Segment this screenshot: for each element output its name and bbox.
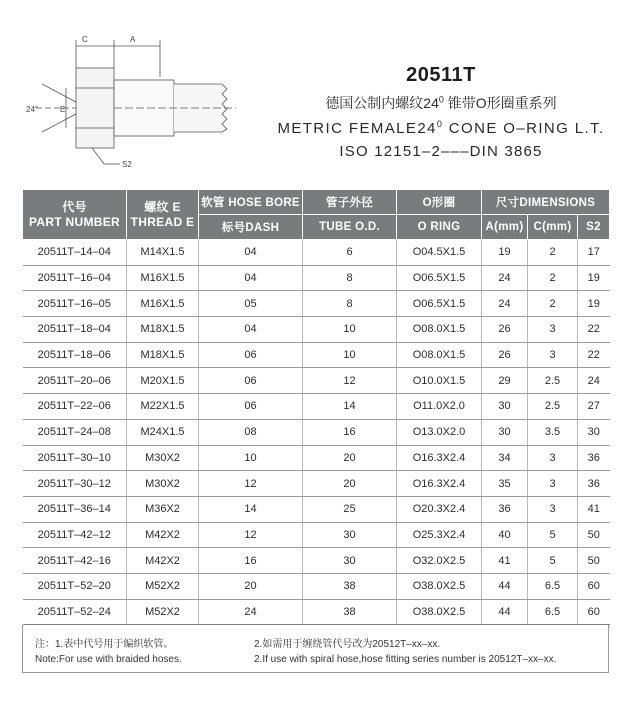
cell-s2: 60 xyxy=(578,573,610,599)
table-row xyxy=(23,419,610,445)
cell-a: 26 xyxy=(482,317,528,343)
nut-body xyxy=(76,68,114,148)
cell-oring: O16.3X2.4 xyxy=(397,471,482,497)
cell-c: 5 xyxy=(528,548,578,574)
header-thread xyxy=(127,190,199,240)
table-row xyxy=(23,394,610,420)
cell-part-number: 20511T–22–06 xyxy=(23,394,127,420)
label-a: A xyxy=(130,35,136,44)
cell-s2: 50 xyxy=(578,548,610,574)
header-part-cn: 代号 xyxy=(62,199,87,214)
table-row xyxy=(23,496,610,522)
cell-s2: 50 xyxy=(578,522,610,548)
header-part-en: PART NUMBER xyxy=(28,214,121,229)
cell-s2: 22 xyxy=(578,317,610,343)
cell-thread: M24X1.5 xyxy=(127,419,199,445)
header-thread-en: THREAD E xyxy=(130,214,195,229)
cell-oring: O32.0X2.5 xyxy=(397,548,482,574)
cell-thread: M22X1.5 xyxy=(127,394,199,420)
english-title xyxy=(260,119,622,137)
cell-thread: M30X2 xyxy=(127,445,199,471)
cell-a: 40 xyxy=(482,522,528,548)
table-row xyxy=(23,599,610,625)
header-oring-cn: O形圈 xyxy=(397,190,482,215)
header-dash: 标号DASH xyxy=(199,215,303,240)
cell-thread: M42X2 xyxy=(127,548,199,574)
table-row xyxy=(23,368,610,394)
cell-oring: O11.0X2.0 xyxy=(397,394,482,420)
header-tube-od: TUBE O.D. xyxy=(303,215,397,240)
cell-c: 3 xyxy=(528,496,578,522)
note-left-en: Note:For use with braided hoses. xyxy=(35,654,182,665)
cell-c: 5 xyxy=(528,522,578,548)
cell-a: 44 xyxy=(482,599,528,625)
note-right-cn: 2.如需用于缠绕管代号改为20512T–xx–xx. xyxy=(254,639,441,650)
cell-dash: 08 xyxy=(199,419,303,445)
cell-tube-od: 20 xyxy=(303,445,397,471)
note-right xyxy=(254,637,556,667)
model-title: 20511T xyxy=(406,64,476,86)
cell-dash: 10 xyxy=(199,445,303,471)
cell-oring: O06.5X1.5 xyxy=(397,265,482,291)
cell-oring: O04.5X1.5 xyxy=(397,240,482,266)
fitting-drawing xyxy=(22,22,252,187)
table-body xyxy=(23,240,610,625)
cell-oring: O25.3X2.4 xyxy=(397,522,482,548)
cell-dash: 06 xyxy=(199,342,303,368)
english-title-prefix: METRIC FEMALE24 xyxy=(277,120,437,137)
table-row xyxy=(23,317,610,343)
cell-part-number: 20511T–16–04 xyxy=(23,265,127,291)
cell-oring: O13.0X2.0 xyxy=(397,419,482,445)
cell-a: 26 xyxy=(482,342,528,368)
note-left-cn: 注：1.表中代号用于编织软管。 xyxy=(35,639,174,650)
cell-a: 30 xyxy=(482,394,528,420)
cell-oring: O20.3X2.4 xyxy=(397,496,482,522)
cell-dash: 04 xyxy=(199,240,303,266)
table-row xyxy=(23,471,610,497)
cell-thread: M16X1.5 xyxy=(127,291,199,317)
table-row xyxy=(23,445,610,471)
cell-s2: 19 xyxy=(578,291,610,317)
english-title-suffix: CONE O–RING L.T. xyxy=(443,120,605,137)
note-right-en: 2.If use with spiral hose,hose fitting series number is 20512T–xx–xx. xyxy=(254,654,557,665)
table-row xyxy=(23,342,610,368)
cell-a: 34 xyxy=(482,445,528,471)
cell-part-number: 20511T–18–04 xyxy=(23,317,127,343)
cell-oring: O16.3X2.4 xyxy=(397,445,482,471)
cell-thread: M52X2 xyxy=(127,599,199,625)
cell-a: 19 xyxy=(482,240,528,266)
cell-part-number: 20511T–42–16 xyxy=(23,548,127,574)
cell-dash: 05 xyxy=(199,291,303,317)
cell-oring: O08.0X1.5 xyxy=(397,342,482,368)
notes-box xyxy=(22,625,609,673)
cell-s2: 36 xyxy=(578,445,610,471)
cell-c: 2 xyxy=(528,240,578,266)
cell-tube-od: 10 xyxy=(303,342,397,368)
label-c: C xyxy=(82,35,88,44)
cell-thread: M42X2 xyxy=(127,522,199,548)
cell-tube-od: 6 xyxy=(303,240,397,266)
cell-oring: O10.0X1.5 xyxy=(397,368,482,394)
cell-s2: 22 xyxy=(578,342,610,368)
cell-s2: 36 xyxy=(578,471,610,497)
cell-dash: 24 xyxy=(199,599,303,625)
title-block xyxy=(260,64,622,160)
cell-c: 3 xyxy=(528,342,578,368)
cell-part-number: 20511T–42–12 xyxy=(23,522,127,548)
cell-part-number: 20511T–20–06 xyxy=(23,368,127,394)
cell-a: 41 xyxy=(482,548,528,574)
cell-a: 24 xyxy=(482,291,528,317)
chinese-title-suffix: 锥带O形圈重系列 xyxy=(443,95,557,111)
cell-dash: 04 xyxy=(199,317,303,343)
label-e: E xyxy=(60,105,66,114)
table-row xyxy=(23,522,610,548)
cell-part-number: 20511T–24–08 xyxy=(23,419,127,445)
cell-tube-od: 25 xyxy=(303,496,397,522)
chinese-degree: 0 xyxy=(438,94,444,105)
cell-c: 2 xyxy=(528,291,578,317)
cell-part-number: 20511T–30–10 xyxy=(23,445,127,471)
cell-part-number: 20511T–30–12 xyxy=(23,471,127,497)
cell-c: 6.5 xyxy=(528,599,578,625)
cell-c: 3 xyxy=(528,317,578,343)
cell-tube-od: 14 xyxy=(303,394,397,420)
header-c: C(mm) xyxy=(528,215,578,240)
cell-s2: 30 xyxy=(578,419,610,445)
cell-oring: O08.0X1.5 xyxy=(397,317,482,343)
cell-thread: M30X2 xyxy=(127,471,199,497)
cell-dash: 20 xyxy=(199,573,303,599)
cell-dash: 06 xyxy=(199,394,303,420)
label-angle: 24° xyxy=(26,105,39,114)
header-a: A(mm) xyxy=(482,215,528,240)
cell-part-number: 20511T–36–14 xyxy=(23,496,127,522)
cell-tube-od: 38 xyxy=(303,573,397,599)
cell-oring: O06.5X1.5 xyxy=(397,291,482,317)
cell-c: 3 xyxy=(528,471,578,497)
note-left xyxy=(35,637,182,667)
cell-tube-od: 8 xyxy=(303,291,397,317)
cell-a: 44 xyxy=(482,573,528,599)
cell-s2: 24 xyxy=(578,368,610,394)
cell-c: 6.5 xyxy=(528,573,578,599)
cell-a: 36 xyxy=(482,496,528,522)
cell-dash: 16 xyxy=(199,548,303,574)
cell-tube-od: 30 xyxy=(303,548,397,574)
cell-c: 2.5 xyxy=(528,394,578,420)
standard-title: ISO 12151–2–––DIN 3865 xyxy=(339,143,543,160)
header-oring: O RING xyxy=(397,215,482,240)
header-dimensions: 尺寸DIMENSIONS xyxy=(482,190,610,215)
cell-thread: M36X2 xyxy=(127,496,199,522)
cell-a: 29 xyxy=(482,368,528,394)
cell-part-number: 20511T–52–20 xyxy=(23,573,127,599)
cell-tube-od: 20 xyxy=(303,471,397,497)
english-degree: 0 xyxy=(436,119,444,129)
cell-dash: 12 xyxy=(199,471,303,497)
chinese-title xyxy=(260,93,622,113)
cell-thread: M52X2 xyxy=(127,573,199,599)
cell-thread: M18X1.5 xyxy=(127,342,199,368)
cell-tube-od: 8 xyxy=(303,265,397,291)
cell-c: 2 xyxy=(528,265,578,291)
table-row xyxy=(23,291,610,317)
cell-s2: 60 xyxy=(578,599,610,625)
cell-tube-od: 38 xyxy=(303,599,397,625)
cell-s2: 19 xyxy=(578,265,610,291)
cell-dash: 12 xyxy=(199,522,303,548)
cell-part-number: 20511T–16–05 xyxy=(23,291,127,317)
cell-c: 3 xyxy=(528,445,578,471)
cell-c: 2.5 xyxy=(528,368,578,394)
table-row xyxy=(23,265,610,291)
cell-s2: 41 xyxy=(578,496,610,522)
cell-thread: M18X1.5 xyxy=(127,317,199,343)
cell-part-number: 20511T–52–24 xyxy=(23,599,127,625)
cell-tube-od: 30 xyxy=(303,522,397,548)
cell-dash: 06 xyxy=(199,368,303,394)
spec-table xyxy=(22,189,609,625)
cell-s2: 17 xyxy=(578,240,610,266)
cell-tube-od: 10 xyxy=(303,317,397,343)
table-row xyxy=(23,573,610,599)
cell-oring: O38.0X2.5 xyxy=(397,599,482,625)
table-row xyxy=(23,548,610,574)
cell-oring: O38.0X2.5 xyxy=(397,573,482,599)
cell-thread: M20X1.5 xyxy=(127,368,199,394)
cell-part-number: 20511T–14–04 xyxy=(23,240,127,266)
header-thread-cn: 螺纹 E xyxy=(144,199,181,214)
cell-a: 24 xyxy=(482,265,528,291)
label-s2: S2 xyxy=(122,160,132,169)
header-s2: S2 xyxy=(578,215,610,240)
cell-dash: 14 xyxy=(199,496,303,522)
chinese-title-prefix: 德国公制内螺纹24 xyxy=(325,95,439,111)
cell-tube-od: 16 xyxy=(303,419,397,445)
table-row xyxy=(23,240,610,266)
header-tube-cn: 管子外径 xyxy=(303,190,397,215)
cell-a: 35 xyxy=(482,471,528,497)
cell-s2: 27 xyxy=(578,394,610,420)
cell-thread: M14X1.5 xyxy=(127,240,199,266)
cell-tube-od: 12 xyxy=(303,368,397,394)
cell-thread: M16X1.5 xyxy=(127,265,199,291)
cell-part-number: 20511T–18–06 xyxy=(23,342,127,368)
cell-dash: 04 xyxy=(199,265,303,291)
header-hose-bore: 软管 HOSE BORE xyxy=(199,190,303,215)
header-part-number xyxy=(23,190,127,240)
cell-a: 30 xyxy=(482,419,528,445)
cell-c: 3.5 xyxy=(528,419,578,445)
